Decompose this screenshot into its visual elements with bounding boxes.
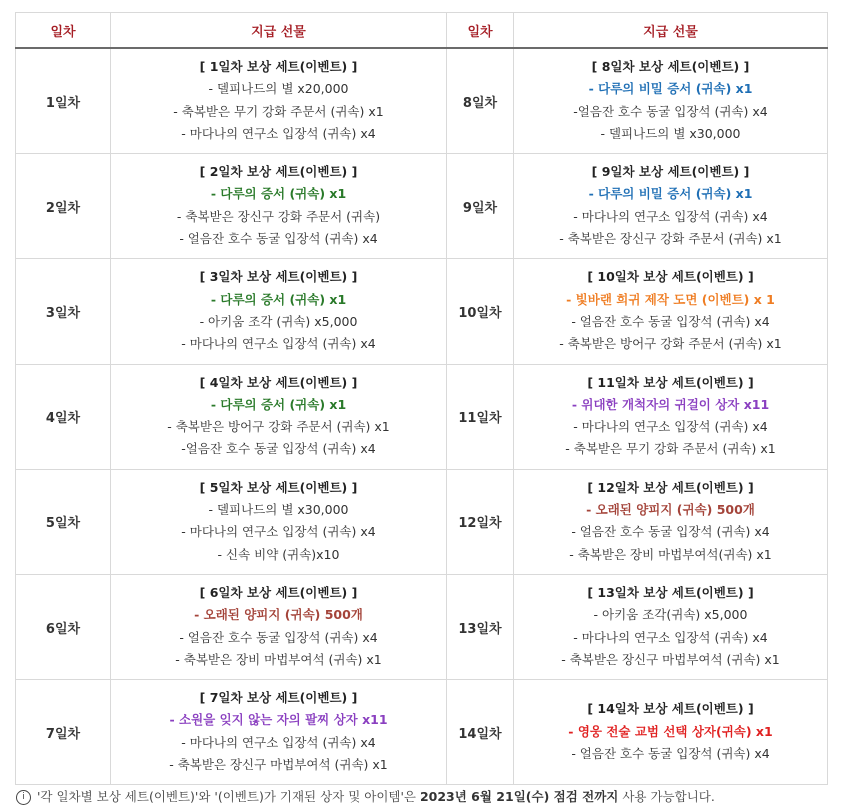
reward-cell: [514, 154, 828, 259]
reward-set-title: [ 10일차 보상 세트(이벤트) ]: [587, 269, 754, 285]
reward-item: - 축복받은 장비 마법부여석(귀속) x1: [569, 546, 772, 562]
reward-item: - 축복받은 장신구 강화 주문서 (귀속): [176, 208, 381, 224]
reward-table: [15, 12, 828, 785]
reward-cell: [514, 469, 828, 574]
day-cell: 11일차: [447, 364, 514, 469]
reward-cell: [514, 48, 828, 154]
day-cell: 9일차: [447, 154, 514, 259]
highlight-reward-item: - 오래된 양피지 (귀속) 500개: [586, 502, 755, 518]
header-day-right: 일차: [447, 13, 514, 49]
reward-set-title: [ 9일차 보상 세트(이벤트) ]: [591, 164, 750, 180]
table-body: [16, 48, 828, 785]
reward-set-title: [ 1일차 보상 세트(이벤트) ]: [199, 59, 358, 74]
reward-item: - 축복받은 방어구 강화 주문서 (귀속) x1: [167, 419, 390, 435]
day-cell: 10일차: [447, 259, 514, 364]
reward-item: - 축복받은 장비 마법부여석 (귀속) x1: [175, 651, 382, 667]
highlight-reward-item: - 빛바랜 희귀 제작 도면 (이벤트) x 1: [566, 291, 775, 307]
reward-item: - 얼음잔 호수 동굴 입장석 (귀속) x4: [571, 313, 770, 329]
reward-item: - 축복받은 장신구 강화 주문서 (귀속) x1: [559, 231, 782, 247]
header-day-left: 일차: [16, 13, 111, 49]
day-cell: 3일차: [16, 259, 111, 364]
reward-set-title: [ 8일차 보상 세트(이벤트) ]: [591, 59, 750, 74]
highlight-reward-item: - 다루의 비밀 증서 (귀속) x1: [588, 81, 753, 97]
highlight-reward-item: - 다루의 비밀 증서 (귀속) x1: [588, 186, 753, 202]
highlight-reward-item: - 다루의 증서 (귀속) x1: [210, 186, 347, 202]
table-row: [16, 680, 828, 785]
reward-item: - 아키움 조각(귀속) x5,000: [593, 607, 748, 623]
reward-item: - 마다나의 연구소 입장석 (귀속) x4: [573, 419, 768, 435]
reward-item: - 델피나드의 별 x30,000: [208, 502, 349, 518]
reward-item: - 마다나의 연구소 입장석 (귀속) x4: [573, 208, 768, 224]
notice-footer: [16, 787, 715, 805]
day-cell: 2일차: [16, 154, 111, 259]
notice-text-before: '각 일차별 보상 세트(이벤트)'와 '(이벤트)가 기재된 상자 및 아이템'은: [37, 789, 420, 804]
highlight-reward-item: - 다루의 증서 (귀속) x1: [210, 291, 347, 307]
table-row: [16, 154, 828, 259]
reward-cell: [514, 574, 828, 679]
reward-set-title: [ 14일차 보상 세트(이벤트) ]: [587, 701, 754, 717]
reward-item: - 축복받은 방어구 강화 주문서 (귀속) x1: [559, 336, 782, 352]
day-cell: 7일차: [16, 680, 111, 785]
reward-cell: [514, 680, 828, 785]
table-row: [16, 469, 828, 574]
reward-item: -얼음잔 호수 동굴 입장석 (귀속) x4: [181, 441, 376, 457]
table-row: [16, 48, 828, 154]
reward-set-title: [ 4일차 보상 세트(이벤트) ]: [199, 374, 358, 390]
reward-cell: [111, 680, 447, 785]
day-cell: 6일차: [16, 574, 111, 679]
reward-set-title: [ 3일차 보상 세트(이벤트) ]: [199, 269, 358, 285]
table-header-row: [16, 13, 828, 49]
notice-text-after: 사용 가능합니다.: [618, 789, 715, 804]
reward-cell: [514, 364, 828, 469]
reward-item: - 델피나드의 별 x30,000: [600, 125, 741, 141]
reward-cell: [111, 364, 447, 469]
reward-cell: [111, 154, 447, 259]
highlight-reward-item: - 다루의 증서 (귀속) x1: [210, 396, 347, 412]
day-cell: 1일차: [16, 48, 111, 154]
day-cell: 8일차: [447, 48, 514, 154]
reward-set-title: [ 13일차 보상 세트(이벤트) ]: [587, 584, 754, 600]
reward-item: - 축복받은 무기 강화 주문서 (귀속) x1: [565, 441, 776, 457]
highlight-reward-item: - 소원을 잊지 않는 자의 팔찌 상자 x11: [169, 712, 388, 728]
reward-table-container: [15, 12, 827, 785]
reward-set-title: [ 6일차 보상 세트(이벤트) ]: [199, 584, 358, 600]
reward-item: - 얼음잔 호수 동굴 입장석 (귀속) x4: [571, 745, 770, 761]
reward-item: - 마다나의 연구소 입장석 (귀속) x4: [181, 336, 376, 352]
reward-cell: [111, 259, 447, 364]
reward-cell: [111, 469, 447, 574]
reward-item: - 마다나의 연구소 입장석 (귀속) x4: [181, 125, 376, 141]
reward-set-title: [ 5일차 보상 세트(이벤트) ]: [199, 479, 358, 495]
reward-item: - 축복받은 장신구 마법부여석 (귀속) x1: [561, 651, 780, 667]
reward-item: - 마다나의 연구소 입장석 (귀속) x4: [181, 524, 376, 540]
reward-item: - 축복받은 장신구 마법부여석 (귀속) x1: [169, 757, 388, 773]
reward-item: - 델피나드의 별 x20,000: [208, 81, 349, 97]
reward-item: -얼음잔 호수 동굴 입장석 (귀속) x4: [573, 103, 768, 119]
day-cell: 12일차: [447, 469, 514, 574]
reward-cell: [514, 259, 828, 364]
reward-item: - 신속 비약 (귀속)x10: [217, 546, 340, 562]
reward-set-title: [ 2일차 보상 세트(이벤트) ]: [199, 164, 358, 180]
reward-item: - 마다나의 연구소 입장석 (귀속) x4: [181, 734, 376, 750]
highlight-reward-item: - 위대한 개척자의 귀걸이 상자 x11: [571, 396, 770, 412]
reward-set-title: [ 12일차 보상 세트(이벤트) ]: [587, 479, 754, 495]
day-cell: 14일차: [447, 680, 514, 785]
day-cell: 4일차: [16, 364, 111, 469]
table-row: [16, 574, 828, 679]
reward-item: - 마다나의 연구소 입장석 (귀속) x4: [573, 629, 768, 645]
reward-item: - 아키움 조각 (귀속) x5,000: [199, 313, 358, 329]
reward-item: - 얼음잔 호수 동굴 입장석 (귀속) x4: [571, 524, 770, 540]
day-cell: 13일차: [447, 574, 514, 679]
header-gift-right: 지급 선물: [514, 13, 828, 49]
reward-item: - 얼음잔 호수 동굴 입장석 (귀속) x4: [179, 231, 378, 247]
reward-item: - 얼음잔 호수 동굴 입장석 (귀속) x4: [179, 629, 378, 645]
reward-set-title: [ 11일차 보상 세트(이벤트) ]: [587, 374, 754, 390]
reward-cell: [111, 574, 447, 679]
highlight-reward-item: - 영웅 전술 교범 선택 상자(귀속) x1: [568, 723, 773, 739]
header-gift-left: 지급 선물: [111, 13, 447, 49]
reward-item: - 축복받은 무기 강화 주문서 (귀속) x1: [173, 103, 384, 119]
day-cell: 5일차: [16, 469, 111, 574]
notice-text-bold: 2023년 6월 21일(수) 점검 전까지: [419, 789, 619, 804]
highlight-reward-item: - 오래된 양피지 (귀속) 500개: [194, 607, 363, 623]
table-row: [16, 259, 828, 364]
reward-set-title: [ 7일차 보상 세트(이벤트) ]: [199, 690, 358, 706]
info-circle-icon: i: [16, 790, 31, 805]
reward-cell: [111, 48, 447, 154]
table-row: [16, 364, 828, 469]
